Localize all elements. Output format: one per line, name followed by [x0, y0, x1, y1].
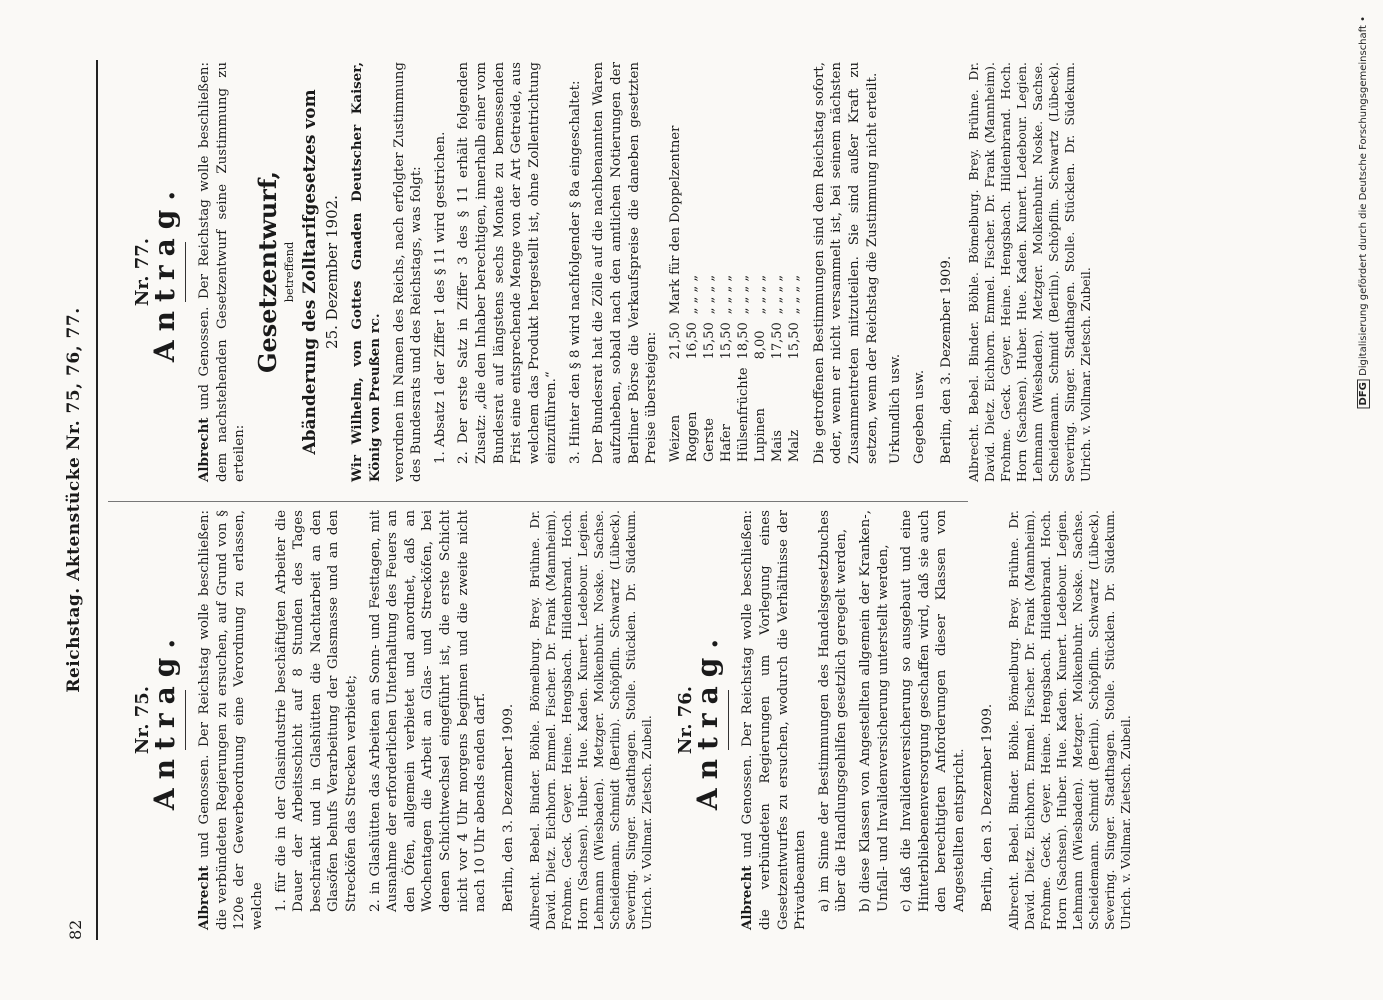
nr75-intro-text: und Genossen. Der Reichstag wolle beschließen: die verbündeten Regierungen zu ersuchen, auf Grund von § 120e der Gewerbeordnung eine Verordnung zu erlassen, welche	[197, 510, 265, 930]
price-row	[769, 118, 786, 462]
price-item: Roggen	[684, 411, 700, 462]
nr76-intro	[739, 510, 809, 930]
nr75-signatures: Albrecht. Bebel. Binder. Böhle. Bömelburg. Brey. Brühne. Dr. David. Dietz. Eichhorn. Emmel. Fischer. Dr. Frank (Mannheim). Frohme. Geck. Geyer. Heine. Hengsbach. Hildenbrand. Hoch. Horn (Sachsen). Huber. Hue. Kaden. Kunert. Ledebour. Legien. Lehmann (Wiesbaden). Metzger. Molkenbuhr. Noske. Sachse. Scheidemann. Schmidt (Berlin). Schöpflin. Schwartz (Lübeck). Severing. Singer. Stadthagen. Stolle. Stücklen. Dr. Südekum. Ulrich. v. Vollmar. Zietsch. Zubeil.	[527, 510, 655, 930]
nr77-law-date: 25. Dezember 1902.	[322, 195, 341, 349]
nr77-wir: Wir Wilhelm, von Gottes Gnaden Deutscher Kaiser, König von Preußen rc.	[349, 62, 383, 482]
nr75-intro	[196, 510, 266, 930]
nr77-paragraph-3b: Der Bundesrat hat die Zölle auf die nachbenannten Waren aufzuheben, sobald nach den amtlichen Notierungen der Berliner Börse die Verkaufspreise die daneben gesetzten Preise übersteigen:	[591, 62, 660, 464]
nr76-item-c: c) daß die Invalidenversicherung so ausgebaut und eine Hinterbliebenenversorgung geschaffen wird, daß sie auch den berechtigten Anforderungen dieser Klassen von Angestellten entspricht.	[899, 510, 967, 912]
price-unit: „ „ „ „	[786, 274, 802, 315]
nr77-paragraph-3: 3. Hinter den § 8 wird nachfolgender § 8a eingeschaltet:	[567, 80, 583, 464]
price-table	[667, 118, 803, 462]
price-price: 18,50	[735, 322, 751, 360]
nr75-item-1: 1. für die in der Glasindustrie beschäftigten Arbeiter die Dauer der Arbeitsschicht auf 8 Stunden des Tages beschränkt und in Glashütten die Nachtarbeit an den Glasöfen behufs Verarbeitung der Glasmasse und an den Strecköfen das Strecken verbietet;	[273, 510, 359, 912]
price-unit: „ „ „ „	[752, 274, 768, 315]
price-row	[735, 118, 752, 462]
price-price: 15,50	[701, 322, 717, 360]
nr75-author: Albrecht	[196, 865, 213, 930]
right-column	[110, 62, 1100, 482]
nr76-heading: Antrag.	[690, 629, 724, 811]
nr76-heading-rule	[728, 690, 729, 750]
price-item: Lupinen	[752, 408, 768, 462]
nr77-verordnen: verordnen im Namen des Reichs, nach erfolgter Zustimmung des Bundesrats und des Reichstags, was folgt:	[391, 62, 425, 482]
nr77-intro	[196, 62, 249, 482]
dfg-text: Digitalisierung gefördert durch die Deutsche Forschungsgemeinschaft •	[1358, 16, 1369, 376]
price-row	[684, 118, 701, 462]
nr76-item-a: a) im Sinne der Bestimmungen des Handelsgesetzbuches über die Handlungsgehilfen gesetzlich geregelt werden,	[816, 510, 850, 912]
nr75-heading: Antrag.	[147, 629, 181, 811]
price-price: 15,50	[786, 322, 802, 360]
price-row	[718, 118, 735, 462]
price-unit: „ „ „ „	[769, 274, 785, 315]
nr77-paragraph-1: 1. Absatz 1 der Ziffer 1 des § 11 wird gestrichen.	[432, 131, 448, 464]
nr75-number: Nr. 75.	[132, 685, 153, 755]
price-item: Malz	[786, 429, 802, 462]
column-divider	[108, 501, 968, 502]
nr77-number: Nr. 77.	[132, 237, 153, 307]
price-price: 16,50	[684, 322, 700, 360]
price-price: 17,50	[769, 322, 785, 360]
price-row	[752, 118, 769, 462]
nr76-author: Albrecht	[739, 865, 756, 930]
nr75-heading-rule	[185, 690, 186, 750]
price-unit: „ „ „ „	[701, 274, 717, 315]
page-title: Reichstag. Aktenstücke Nr. 75, 76, 77.	[64, 307, 84, 693]
price-item: Gerste	[701, 418, 717, 462]
header-rule	[96, 60, 98, 940]
price-price: 21,50	[667, 322, 683, 360]
price-row	[667, 118, 684, 462]
nr75-item-2: 2. in Glashütten das Arbeiten an Sonn- und Festtagen, mit Ausnahme der erforderlichen Unterhaltung des Feuers an den Öfen, allgemein verbietet und anordnet, daß an Wochentagen die Arbeit an Glas- und Strecköfen, bei denen Schichtwechsel eingeführt ist, die erste Schicht nicht vor 4 Uhr morgens beginnen und die zweite nicht nach 10 Uhr abends enden darf.	[367, 510, 489, 912]
price-item: Hafer	[718, 424, 734, 462]
nr77-urkund: Urkundlich usw.	[888, 353, 904, 464]
nr77-author: Albrecht	[196, 417, 213, 482]
nr76-number: Nr. 76.	[675, 685, 697, 755]
page-header	[60, 60, 94, 940]
price-unit: Mark für den Doppelzentner	[667, 125, 683, 315]
price-item: Mais	[769, 430, 785, 462]
nr76-signatures: Albrecht. Bebel. Binder. Böhle. Bömelburg. Brey. Brühne. Dr. David. Dietz. Eichhorn. Emmel. Fischer. Dr. Frank (Mannheim). Frohme. Geck. Geyer. Heine. Hengsbach. Hildenbrand. Hoch. Horn (Sachsen). Huber. Hue. Kaden. Kunert. Ledebour. Legien. Lehmann (Wiesbaden). Metzger. Molkenbuhr. Noske. Sachse. Scheidemann. Schmidt (Berlin). Schöpflin. Schwartz (Lübeck). Severing. Singer. Stadthagen. Stolle. Stücklen. Dr. Südekum. Ulrich. v. Vollmar. Zietsch. Zubeil.	[1006, 510, 1134, 930]
nr76-item-b: b) diese Klassen von Angestellten allgemein der Kranken-, Unfall- und Invalidenversicherung unterstellt werden,	[858, 510, 891, 912]
price-price: 8,00	[752, 330, 768, 360]
dfg-logo: DFG	[1357, 379, 1370, 408]
nr77-heading-rule	[185, 242, 186, 302]
price-item: Hülsenfrüchte	[735, 367, 751, 462]
left-column	[110, 510, 1140, 930]
nr77-betreffend: betreffend	[281, 241, 296, 303]
nr77-gesetz-title: Gesetzentwurf,	[252, 171, 282, 373]
price-row	[701, 118, 718, 462]
price-unit: „ „ „ „	[735, 274, 751, 315]
price-item: Weizen	[667, 414, 683, 462]
nr77-intro-text: und Genossen. Der Reichstag wolle beschließen: dem nachstehenden Gesetzentwurf seine Zustimmung zu erteilen:	[197, 62, 248, 482]
nr77-law-title: Abänderung des Zolltarifgesetzes vom	[300, 89, 321, 455]
price-price: 15,50	[718, 322, 734, 360]
nr75-date: Berlin, den 3. Dezember 1909.	[500, 703, 516, 912]
nr77-heading: Antrag.	[147, 181, 181, 363]
nr76-date: Berlin, den 3. Dezember 1909.	[979, 703, 995, 912]
nr77-paragraph-2: 2. Der erste Satz in Ziffer 3 des § 11 erhält folgenden Zusatz: „die den Inhaber berechtigen, innerhalb einer vom Bundesrat auf längstens sechs Monate zu bemessenden Frist eine entsprechende Menge von der Art Getreide, aus welchem das Produkt hergestellt ist, ohne Zollentrichtung einzuführen.“	[456, 62, 560, 464]
dfg-credit	[1357, 16, 1371, 408]
price-unit: „ „ „ „	[718, 274, 734, 315]
page-number: 82	[66, 919, 85, 940]
nr77-paragraph-4: Die getroffenen Bestimmungen sind dem Reichstag sofort, oder, wenn er nicht versammelt ist, bei seinem nächsten Zusammentreten mitzuteilen. Sie sind außer Kraft zu setzen, wenn der Reichstag die Zustimmung nicht erteilt.	[811, 62, 880, 464]
price-unit: „ „ „ „	[684, 274, 700, 315]
nr77-signatures: Albrecht. Bebel. Binder. Böhle. Bömelburg. Brey. Brühne. Dr. David. Dietz. Eichhorn. Emmel. Fischer. Dr. Frank (Mannheim). Frohme. Geck. Geyer. Heine. Hengsbach. Hildenbrand. Hoch. Horn (Sachsen). Huber. Hue. Kaden. Kunert. Ledebour. Legien. Lehmann (Wiesbaden). Metzger. Molkenbuhr. Noske. Sachse. Scheidemann. Schmidt (Berlin). Schöpflin. Schwartz (Lübeck). Severing. Singer. Stadthagen. Stolle. Stücklen. Dr. Südekum. Ulrich. v. Vollmar. Zietsch. Zubeil.	[966, 62, 1093, 482]
nr77-gegeben: Gegeben usw.	[911, 369, 927, 464]
nr76-intro-text: und Genossen. Der Reichstag wolle beschließen: die verbündeten Regierungen um Vorlegung eines Gesetzentwurfes zu ersuchen, wodurch die Verhältnisse der Privatbeamten	[740, 510, 809, 930]
nr77-date: Berlin, den 3. Dezember 1909.	[939, 255, 955, 464]
price-row	[786, 118, 803, 462]
